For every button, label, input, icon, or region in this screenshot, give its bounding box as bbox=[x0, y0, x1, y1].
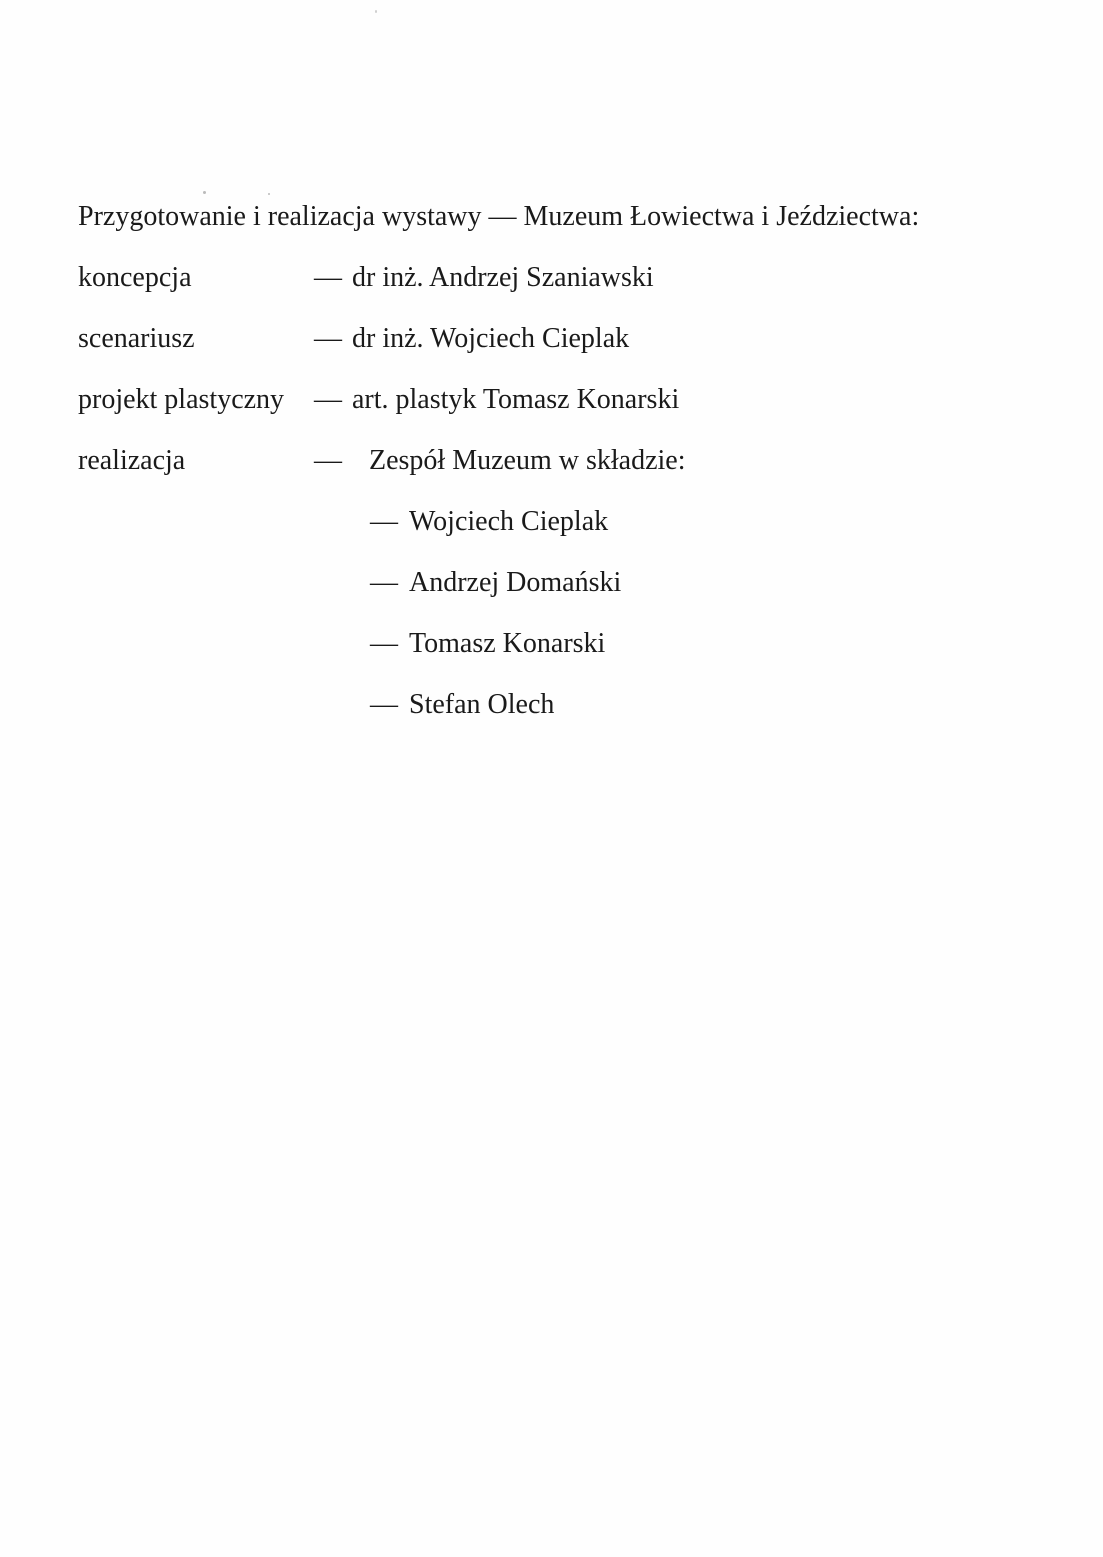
team-member-name: Andrzej Domański bbox=[409, 567, 622, 598]
team-member-name: Stefan Olech bbox=[409, 689, 555, 720]
credit-person-projekt-plastyczny: art. plastyk Tomasz Konarski bbox=[352, 384, 680, 415]
credit-role-realizacja: realizacja bbox=[78, 445, 186, 476]
credit-role-scenariusz: scenariusz bbox=[78, 323, 195, 354]
scan-speck bbox=[375, 10, 377, 13]
credit-person-koncepcja: dr inż. Andrzej Szaniawski bbox=[352, 262, 654, 293]
scan-speck bbox=[268, 193, 270, 195]
credit-dash: — bbox=[314, 384, 342, 415]
credit-role-koncepcja: koncepcja bbox=[78, 262, 192, 293]
credit-dash: — bbox=[314, 323, 342, 354]
team-member-dash: — bbox=[370, 628, 398, 659]
team-member-dash: — bbox=[370, 689, 398, 720]
team-member-name: Tomasz Konarski bbox=[409, 628, 606, 659]
credit-person-scenariusz: dr inż. Wojciech Cieplak bbox=[352, 323, 630, 354]
credit-person-realizacja: Zespół Muzeum w składzie: bbox=[369, 445, 686, 476]
team-member-name: Wojciech Cieplak bbox=[409, 506, 609, 537]
credit-dash: — bbox=[314, 262, 342, 293]
credit-role-projekt-plastyczny: projekt plastyczny bbox=[78, 384, 285, 415]
team-member-dash: — bbox=[370, 506, 398, 537]
scan-speck bbox=[203, 191, 206, 194]
credits-heading: Przygotowanie i realizacja wystawy — Muzeum Łowiectwa i Jeździectwa: bbox=[78, 201, 920, 232]
team-member-dash: — bbox=[370, 567, 398, 598]
credit-dash: — bbox=[314, 445, 342, 476]
